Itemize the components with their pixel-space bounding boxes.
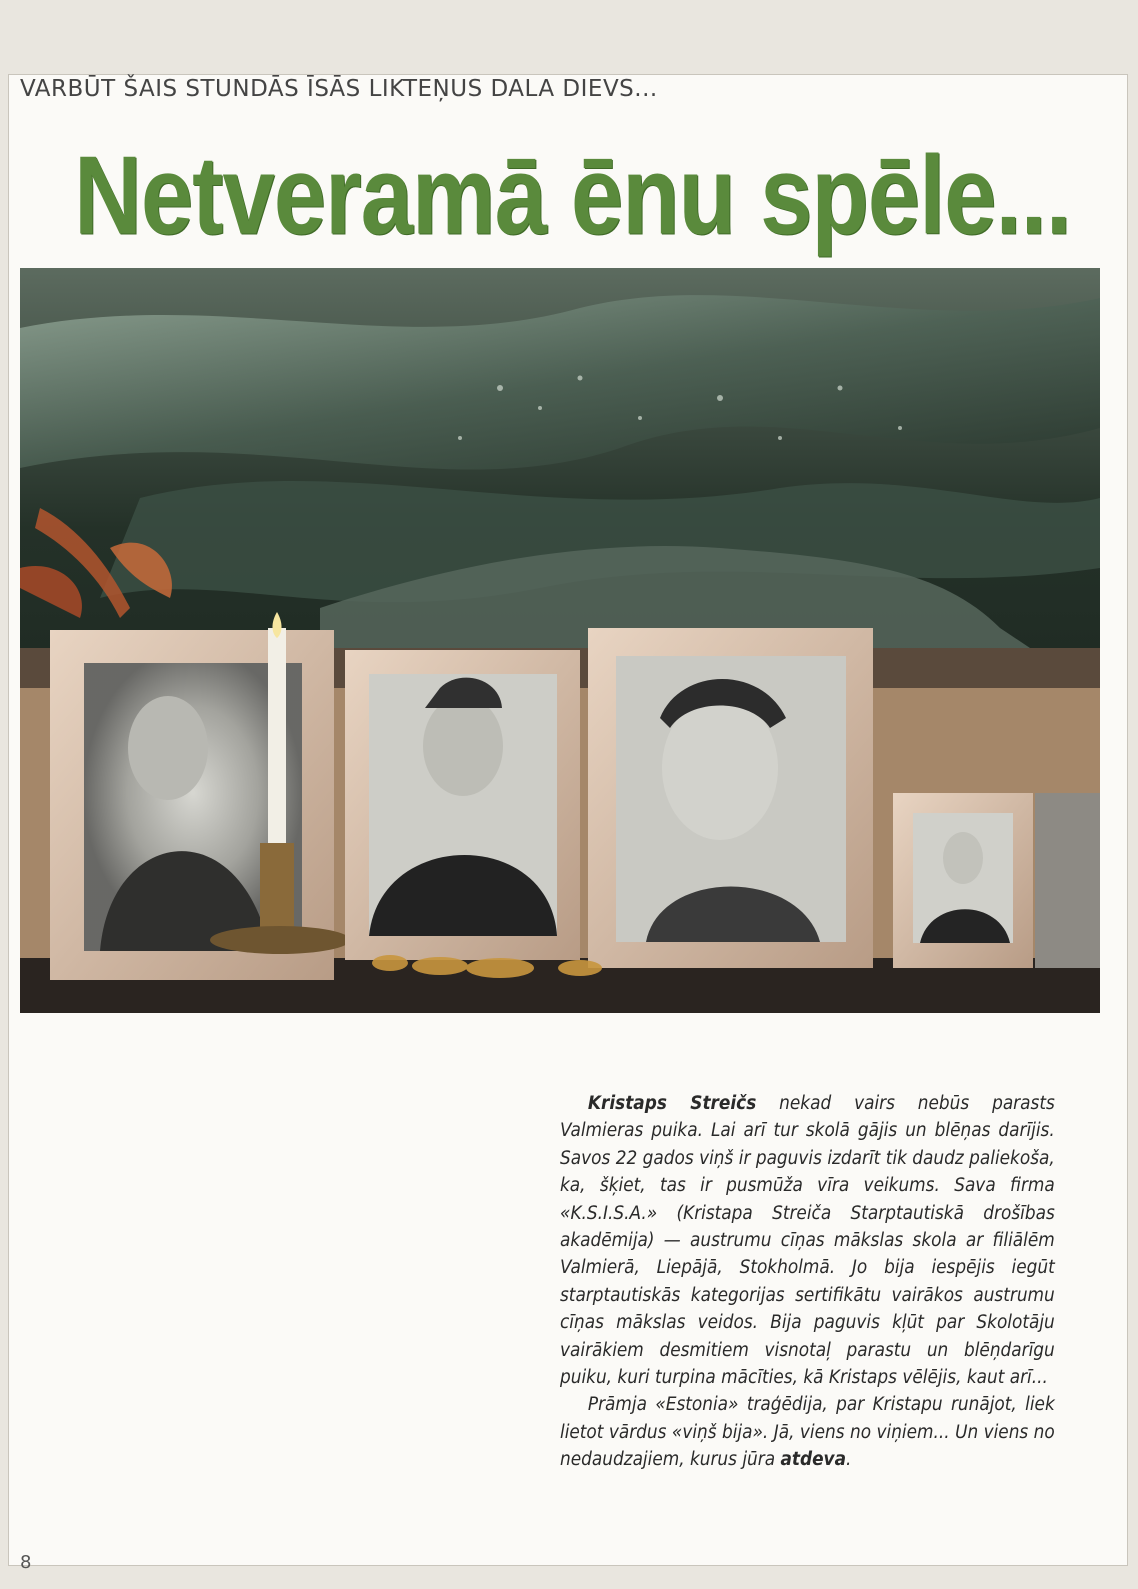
kicker-headline: VARBŪT ŠAIS STUNDĀS ĪSĀS LIKTEŅUS DALA DIEVS... [20, 76, 658, 102]
memorial-photo-illustration [20, 268, 1100, 1013]
page-number: 8 [20, 1552, 32, 1573]
article-paragraph-2-text: Prāmja «Estonia» traģēdija, par Kristapu runājot, liek lietot vārdus «viņš bija». Jā, viens no viņiem... Un viens no nedaudzajiem, kurus jūra [560, 1394, 1055, 1471]
memorial-photo [20, 268, 1100, 1013]
article-title: Netveramā ēnu spēle... [74, 133, 1071, 258]
article-body [560, 1090, 1055, 1474]
article-paragraph-1-text: nekad vairs nebūs parasts Valmieras puika. Lai arī tur skolā gājis un blēņas darījis. Savos 22 gados viņš ir paguvis izdarīt tik daudz paliekoša, ka, šķiet, tas ir pusmūža vīra veikums. Sava firma «K.S.I.S.A.» (Kristapa Streiča Starptautiskā drošības akadēmija) — austrumu cīņas mākslas skola ar filiālēm Valmierā, Liepājā, Stokholmā. Jo bija iespējis iegūt starptautiskās kategorijas sertifikātu vairākos austrumu cīņas mākslas veidos. Bija paguvis kļūt par Skolotāju vairākiem desmitiem visnotaļ parastu un blēņdarīgu puiku, kuri turpina mācīties, kā Kristaps vēlējis, kaut arī... [560, 1093, 1055, 1389]
article-paragraph-1 [560, 1090, 1055, 1391]
emphasis-word: atdeva [780, 1449, 846, 1471]
article-paragraph-2-end: . [845, 1449, 852, 1471]
article-paragraph-2 [560, 1391, 1055, 1473]
person-name: Kristaps Streičs [587, 1093, 757, 1114]
